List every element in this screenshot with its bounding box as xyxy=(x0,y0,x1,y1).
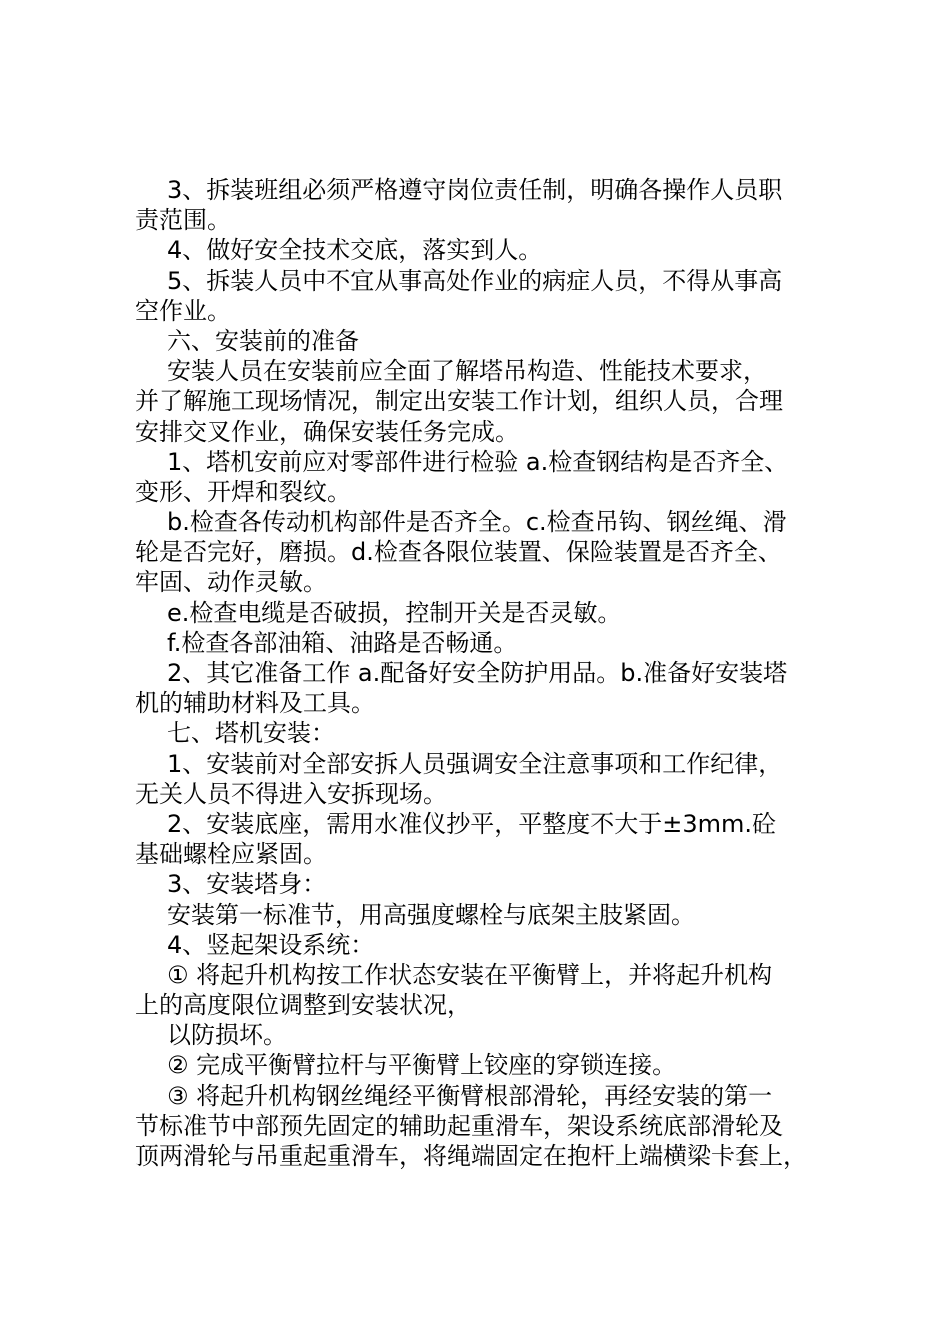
text-line: 4、竖起架设系统： xyxy=(167,930,375,959)
document-body xyxy=(135,175,835,1171)
text-line: 基础螺栓应紧固。 xyxy=(135,840,327,869)
text-line: 安装第一标准节，用高强度螺栓与底架主肢紧固。 xyxy=(167,900,695,929)
text-line: 机的辅助材料及工具。 xyxy=(135,689,375,718)
text-line: 1、安装前对全部安拆人员强调安全注意事项和工作纪律， xyxy=(167,749,783,778)
text-line: f.检查各部油箱、油路是否畅通。 xyxy=(167,628,518,657)
text-line: ② 完成平衡臂拉杆与平衡臂上铰座的穿锁连接。 xyxy=(167,1051,677,1080)
text-line: 以防损坏。 xyxy=(167,1021,287,1050)
text-line: 七、塔机安装： xyxy=(167,719,335,748)
text-line: 六、安装前的准备 xyxy=(167,326,359,355)
text-line: 顶两滑轮与吊重起重滑车，将绳端固定在抱杆上端横梁卡套上， xyxy=(135,1142,807,1170)
text-line: b.检查各传动机构部件是否齐全。c.检查吊钩、钢丝绳、滑 xyxy=(167,508,787,537)
text-line: 5、拆装人员中不宜从事高处作业的病症人员，不得从事高 xyxy=(167,266,783,295)
text-line: 节标准节中部预先固定的辅助起重滑车，架设系统底部滑轮及 xyxy=(135,1111,783,1140)
text-line: 1、塔机安前应对零部件进行检验 a.检查钢结构是否齐全、 xyxy=(167,447,789,476)
text-line: 3、安装塔身： xyxy=(167,870,327,899)
text-line: 2、安装底座，需用水准仪抄平，平整度不大于±3mm.砼 xyxy=(167,809,777,838)
text-line: 轮是否完好，磨损。d.检查各限位装置、保险装置是否齐全、 xyxy=(135,538,782,567)
text-line: 安排交叉作业，确保安装任务完成。 xyxy=(135,417,519,446)
text-line: 并了解施工现场情况，制定出安装工作计划，组织人员，合理 xyxy=(135,387,783,416)
text-line: 安装人员在安装前应全面了解塔吊构造、性能技术要求， xyxy=(167,357,767,386)
text-line: 4、做好安全技术交底，落实到人。 xyxy=(167,236,543,265)
text-line: 3、拆装班组必须严格遵守岗位责任制，明确各操作人员职 xyxy=(167,176,783,204)
text-line: ③ 将起升机构钢丝绳经平衡臂根部滑轮，再经安装的第一 xyxy=(167,1081,773,1110)
text-line: 上的高度限位调整到安装状况， xyxy=(135,991,471,1020)
text-line: 变形、开焊和裂纹。 xyxy=(135,477,351,506)
text-line: 空作业。 xyxy=(135,296,231,325)
text-line: 牢固、动作灵敏。 xyxy=(135,568,327,597)
text-line: ① 将起升机构按工作状态安装在平衡臂上，并将起升机构 xyxy=(167,960,773,989)
text-line: e.检查电缆是否破损，控制开关是否灵敏。 xyxy=(167,598,622,627)
text-line: 无关人员不得进入安拆现场。 xyxy=(135,779,447,808)
text-line: 责范围。 xyxy=(135,206,231,235)
text-line: 2、其它准备工作 a.配备好安全防护用品。b.准备好安装塔 xyxy=(167,659,788,687)
